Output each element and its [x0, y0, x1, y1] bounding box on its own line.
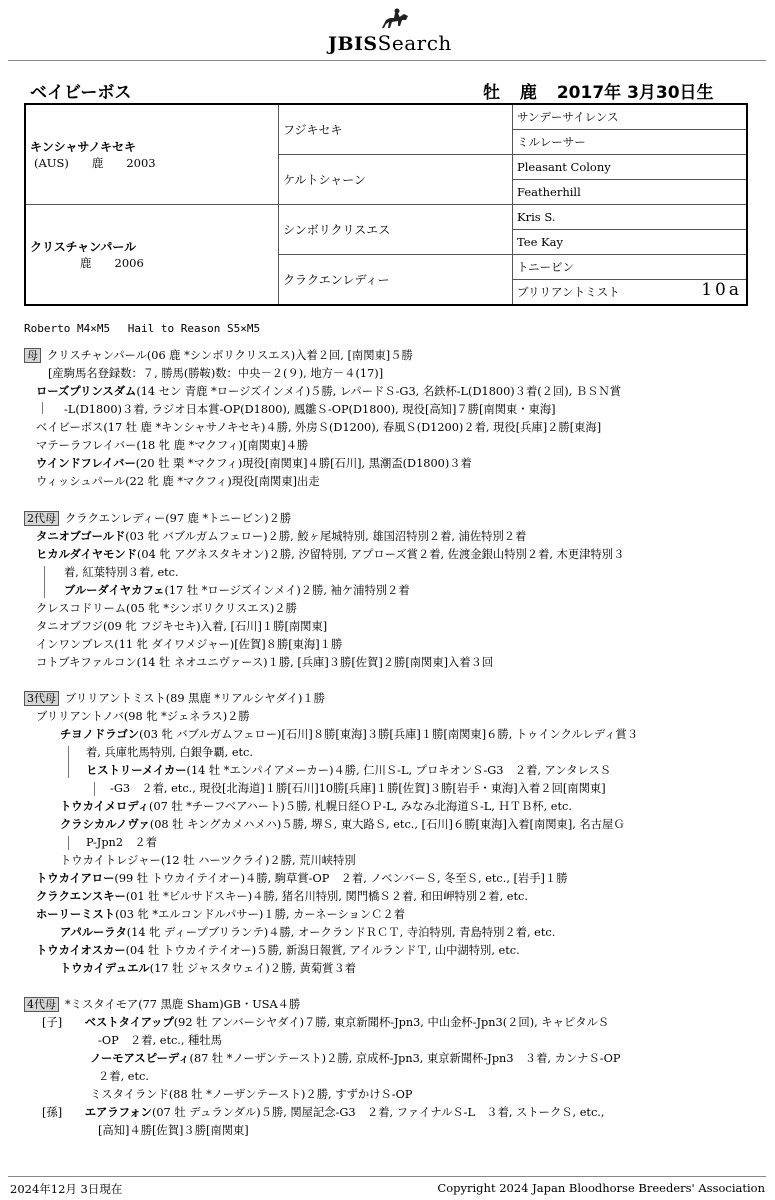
text-line [24, 942, 638, 960]
horse-link[interactable]: トウカイアロー [36, 872, 115, 885]
horse-record: (07 牡 デュランダル)５勝, 関屋記念-G3 ２着, ファイナルＳ-L ３着, ストークＳ, etc., [151, 1106, 605, 1119]
footer-divider [8, 1176, 766, 1177]
pedigree-gen3-0[interactable]: サンデーサイレンス [513, 104, 748, 130]
horse-link[interactable]: トウカイオスカー [36, 944, 126, 957]
horse-record: (87 牡 *ノーザンテースト)２勝, 京成杯-Jpn3, 東京新聞杯-Jpn3 ３着, カンナＳ-OP [189, 1052, 621, 1065]
horse-link[interactable]: ベストタイアップ [84, 1016, 174, 1029]
horse-record: (20 牡 栗 *マクフィ)現役[南関東]４勝[石川], 黒潮盃(D1800)３着 [135, 457, 472, 470]
text-line [24, 455, 621, 473]
tree-line [94, 782, 95, 796]
horse-record: (07 牡 *チーフベアハート)５勝, 札幌日経ＯＰ-L, みなみ北海道Ｓ-L, ＨＴＢ杯, etc. [149, 800, 572, 813]
horse-link[interactable]: ローズプリンスダム [36, 385, 137, 398]
horse-record-cont: -OP ２着, etc., 種牡馬 [98, 1034, 222, 1047]
tree-line [44, 566, 45, 598]
horse-link[interactable]: ブルーダイヤカフェ [64, 584, 165, 597]
dam-name: クリスチャンパール [30, 239, 137, 254]
children-label: [子] [42, 1016, 63, 1029]
sire-info: (AUS) 鹿 2003 [34, 155, 156, 170]
text-line [24, 798, 638, 816]
horse-record: (14 牡 *エンパイアメーカー)４勝, 仁川Ｓ-L, プロキオンＳ-G3 ２着, アンタレスＳ [186, 764, 612, 777]
horse-info [483, 78, 728, 103]
pedigree-gen3-4[interactable]: Kris S. [513, 204, 748, 229]
text-line [24, 383, 621, 401]
horse-link[interactable]: タニオブゴールド [36, 530, 126, 543]
grandchildren-label: [孫] [42, 1106, 63, 1119]
horse-record-cont: -L(D1800)３着, ラジオ日本賞-OP(D1800), 鳳雛Ｓ-OP(D1800), 現役[高知]７勝[南関東・東海] [64, 403, 556, 416]
text-line [24, 347, 621, 365]
horse-link[interactable]: エアラフォン [84, 1106, 152, 1119]
dam-summary: クラクエンレディー(97 鹿 *トニービン)２勝 [65, 512, 292, 525]
horse-link[interactable]: トウカイデュエル [60, 962, 150, 975]
section-3rd-dam [24, 690, 638, 978]
progeny-stats: [産駒馬名登録数：７, 勝馬(勝鞍)数：中央－２(９), 地方－４(17)] [48, 367, 384, 380]
text-line [24, 528, 624, 546]
horse-link[interactable]: トウカイメロディ [60, 800, 150, 813]
logo-text-search: Search [377, 31, 452, 55]
inbreeding-note: Roberto M4×M5 Hail to Reason S5×M5 [24, 322, 261, 335]
horse-record: タニオブフジ(09 牝 フジキセキ)入着, [石川]１勝[南関東] [36, 620, 328, 633]
horse-record-cont: [高知]４勝[佐賀]３勝[南関東] [98, 1124, 249, 1137]
horse-record: インワンブレス(11 牝 ダイワメジャー)[佐賀]８勝[東海]１勝 [36, 638, 343, 651]
horse-record: クレスコドリーム(05 牝 *シンボリクリスエス)２勝 [36, 602, 297, 615]
text-line [24, 726, 638, 744]
horse-record: (14 セン 青鹿 *ロージズインメイ)５勝, レパードＳ-G3, 名鉄杯-L(D1800)３着(２回), ＢＳＮ賞 [136, 385, 622, 398]
as-of-date: 2024年12月 3日現在 [10, 1182, 123, 1196]
text-line [24, 996, 620, 1014]
horse-record: (17 牡 *ロージズインメイ)２勝, 袖ケ浦特別２着 [164, 584, 410, 597]
pedigree-gen3-7-cell[interactable] [513, 279, 748, 305]
pedigree-gen3-6[interactable]: トニービン [513, 254, 748, 279]
pedigree-gen2-2[interactable]: シンボリクリスエス [279, 204, 513, 254]
dam-summary: ブリリアントミスト(89 黒鹿 *リアルシヤダイ)１勝 [65, 692, 325, 705]
horse-link[interactable]: ヒストリーメイカー [86, 764, 187, 777]
horse-rider-icon [378, 6, 412, 30]
text-line [24, 960, 638, 978]
horse-sex: 牡 [483, 83, 500, 103]
pedigree-gen2-3[interactable]: クラクエンレディー [279, 254, 513, 305]
pedigree-gen2-0[interactable]: フジキセキ [279, 104, 513, 155]
header-divider [8, 60, 766, 61]
logo-text [328, 31, 452, 55]
horse-record-cont: P-Jpn2 ２着 [86, 836, 157, 849]
horse-record: (03 牝 バブルガムフェロー)２勝, 鮫ヶ尾城特別, 雄国沼特別２着, 浦佐特別２着 [125, 530, 527, 543]
section-badge: 2代母 [24, 511, 59, 526]
text-line [24, 690, 638, 708]
horse-record: (17 牡 ジャスタウェイ)２勝, 黄菊賞３着 [149, 962, 357, 975]
text-line [24, 906, 638, 924]
horse-birth: 2017年 3月30日生 [556, 83, 714, 103]
horse-record: (17 牡 鹿 *キンシャサノキセキ)４勝, 外房Ｓ(D1200), 春風Ｓ(D1200)２着, 現役[兵庫]２勝[東海] [103, 421, 602, 434]
horse-record: (04 牡 トウカイテイオー)５勝, 新潟日報賞, アイルランドＴ, 山中湖特別, etc. [125, 944, 520, 957]
horse-record: (14 牝 ディープブリランテ)４勝, オークランドＲＣＴ, 寺泊特別, 青島特別２着, etc. [126, 926, 556, 939]
section-badge: 4代母 [24, 997, 59, 1012]
horse-link[interactable]: チヨノドラゴン [60, 728, 140, 741]
family-number: 10a [701, 279, 742, 300]
text-line [24, 546, 624, 564]
horse-record: (03 牝 バブルガムフェロー)[石川]８勝[東海]３勝[兵庫]１勝[南関東]６勝, トゥインクルレディ賞３ [139, 728, 639, 741]
horse-record: コトブキファルコン(14 牡 ネオユニヴァース)１勝, [兵庫]３勝[佐賀]２勝[南関東]入着３回 [36, 656, 494, 669]
horse-link[interactable]: ヒカルダイヤモンド [36, 548, 137, 561]
text-line [24, 870, 638, 888]
horse-color: 鹿 [519, 83, 537, 103]
tree-line [68, 746, 69, 778]
horse-record: ミスタイランド(88 牡 *ノーザンテースト)２勝, すずかけＳ-OP [90, 1088, 413, 1101]
horse-link[interactable]: クラクエンスキー [36, 890, 126, 903]
horse-link[interactable]: クラシカルノヴァ [60, 818, 150, 831]
horse-record: (92 牡 アンバーシヤダイ)７勝, 東京新聞杯-Jpn3, 中山金杯-Jpn3(２回), キャピタルＳ [173, 1016, 610, 1029]
horse-link[interactable]: アパルーラタ [60, 926, 127, 939]
section-badge: 母 [24, 348, 41, 363]
pedigree-gen2-1[interactable]: ケルトシャーン [279, 155, 513, 205]
pedigree-gen3-3[interactable]: Featherhill [513, 180, 748, 205]
horse-record: ブリリアントノバ(98 牝 *ジェネラス)２勝 [36, 710, 250, 723]
horse-record: マテーラフレイバー(18 牝 鹿 *マクフィ)[南関東]４勝 [36, 439, 309, 452]
horse-name: ベイビーボス [30, 83, 132, 103]
horse-link[interactable]: ウインドフレイバー [36, 457, 136, 470]
horse-record: ウィッシュパール(22 牝 鹿 *マクフィ)現役[南関東]出走 [36, 475, 320, 488]
section-4th-dam [24, 996, 620, 1140]
pedigree-gen3-5[interactable]: Tee Kay [513, 229, 748, 254]
logo-text-jbis: JBIS [328, 33, 378, 55]
horse-link: ベイビーボス [36, 421, 104, 434]
horse-record-cont: 着, 紅葉特別３着, etc. [64, 566, 179, 579]
text-line [24, 888, 638, 906]
copyright: Copyright 2024 Japan Bloodhorse Breeders' Association [437, 1181, 765, 1195]
tree-line [42, 402, 43, 414]
pedigree-gen3-1[interactable]: ミルレーサー [513, 130, 748, 155]
text-line [24, 582, 624, 600]
section-2nd-dam [24, 510, 624, 672]
pedigree-dam[interactable] [25, 204, 279, 305]
dam-summary: *ミスタイモア(77 黒鹿 Sham)GB・USA４勝 [65, 998, 301, 1011]
text-line [24, 924, 638, 942]
text-line [24, 1014, 620, 1032]
text-line [24, 1050, 620, 1068]
horse-record: (08 牡 キングカメハメハ)５勝, 堺Ｓ, 東大路Ｓ, etc., [石川]６勝[東海]入着[南関東], 名古屋Ｇ [149, 818, 625, 831]
pedigree-table [24, 103, 748, 306]
dam-info: 鹿 2006 [34, 255, 144, 270]
horse-link[interactable]: ノーモアスピーディ [90, 1052, 190, 1065]
horse-record: (99 牡 トウカイテイオー)４勝, 駒草賞-OP ２着, ノベンバーＳ, 冬至Ｓ, etc., [岩手]１勝 [114, 872, 568, 885]
text-line [24, 762, 638, 780]
text-line [24, 816, 638, 834]
section-dam [24, 347, 621, 491]
pedigree-sire[interactable] [25, 104, 279, 204]
horse-record: (01 牡 *ピルサドスキー)４勝, 猪名川特別, 関門橋Ｓ２着, 和田岬特別２着, etc. [125, 890, 528, 903]
text-line [24, 510, 624, 528]
horse-record: (04 牝 アグネスタキオン)２勝, 汐留特別, アプローズ賞２着, 佐渡金銀山特別２着, 木更津特別３ [137, 548, 625, 561]
text-line [24, 419, 621, 437]
section-badge: 3代母 [24, 691, 59, 706]
horse-record-cont: ２着, etc. [98, 1070, 149, 1083]
horse-record-cont: -G3 ２着, etc., 現役[北海道]１勝[石川]10勝[兵庫]１勝[佐賀]３勝[岩手・東海]入着２回[南関東] [110, 782, 606, 795]
horse-record: トウカイトレジャー(12 牡 ハーツクライ)２勝, 荒川峡特別 [60, 854, 356, 867]
dam-summary: クリスチャンパール(06 鹿 *シンボリクリスエス)入着２回, [南関東]５勝 [47, 349, 413, 362]
tree-line [68, 836, 69, 850]
pedigree-gen3-7: ブリリアントミスト [517, 284, 620, 299]
sire-name: キンシャサノキセキ [30, 139, 137, 154]
horse-record-cont: 着, 兵庫牝馬特別, 白銀争覇, etc. [86, 746, 253, 759]
horse-link[interactable]: ホーリーミスト [36, 908, 116, 921]
jbis-logo[interactable] [328, 4, 468, 56]
text-line [24, 1104, 620, 1122]
horse-record: (03 牝 *エルコンドルパサー)１勝, カーネーションＣ２着 [115, 908, 406, 921]
pedigree-gen3-2[interactable]: Pleasant Colony [513, 155, 748, 180]
